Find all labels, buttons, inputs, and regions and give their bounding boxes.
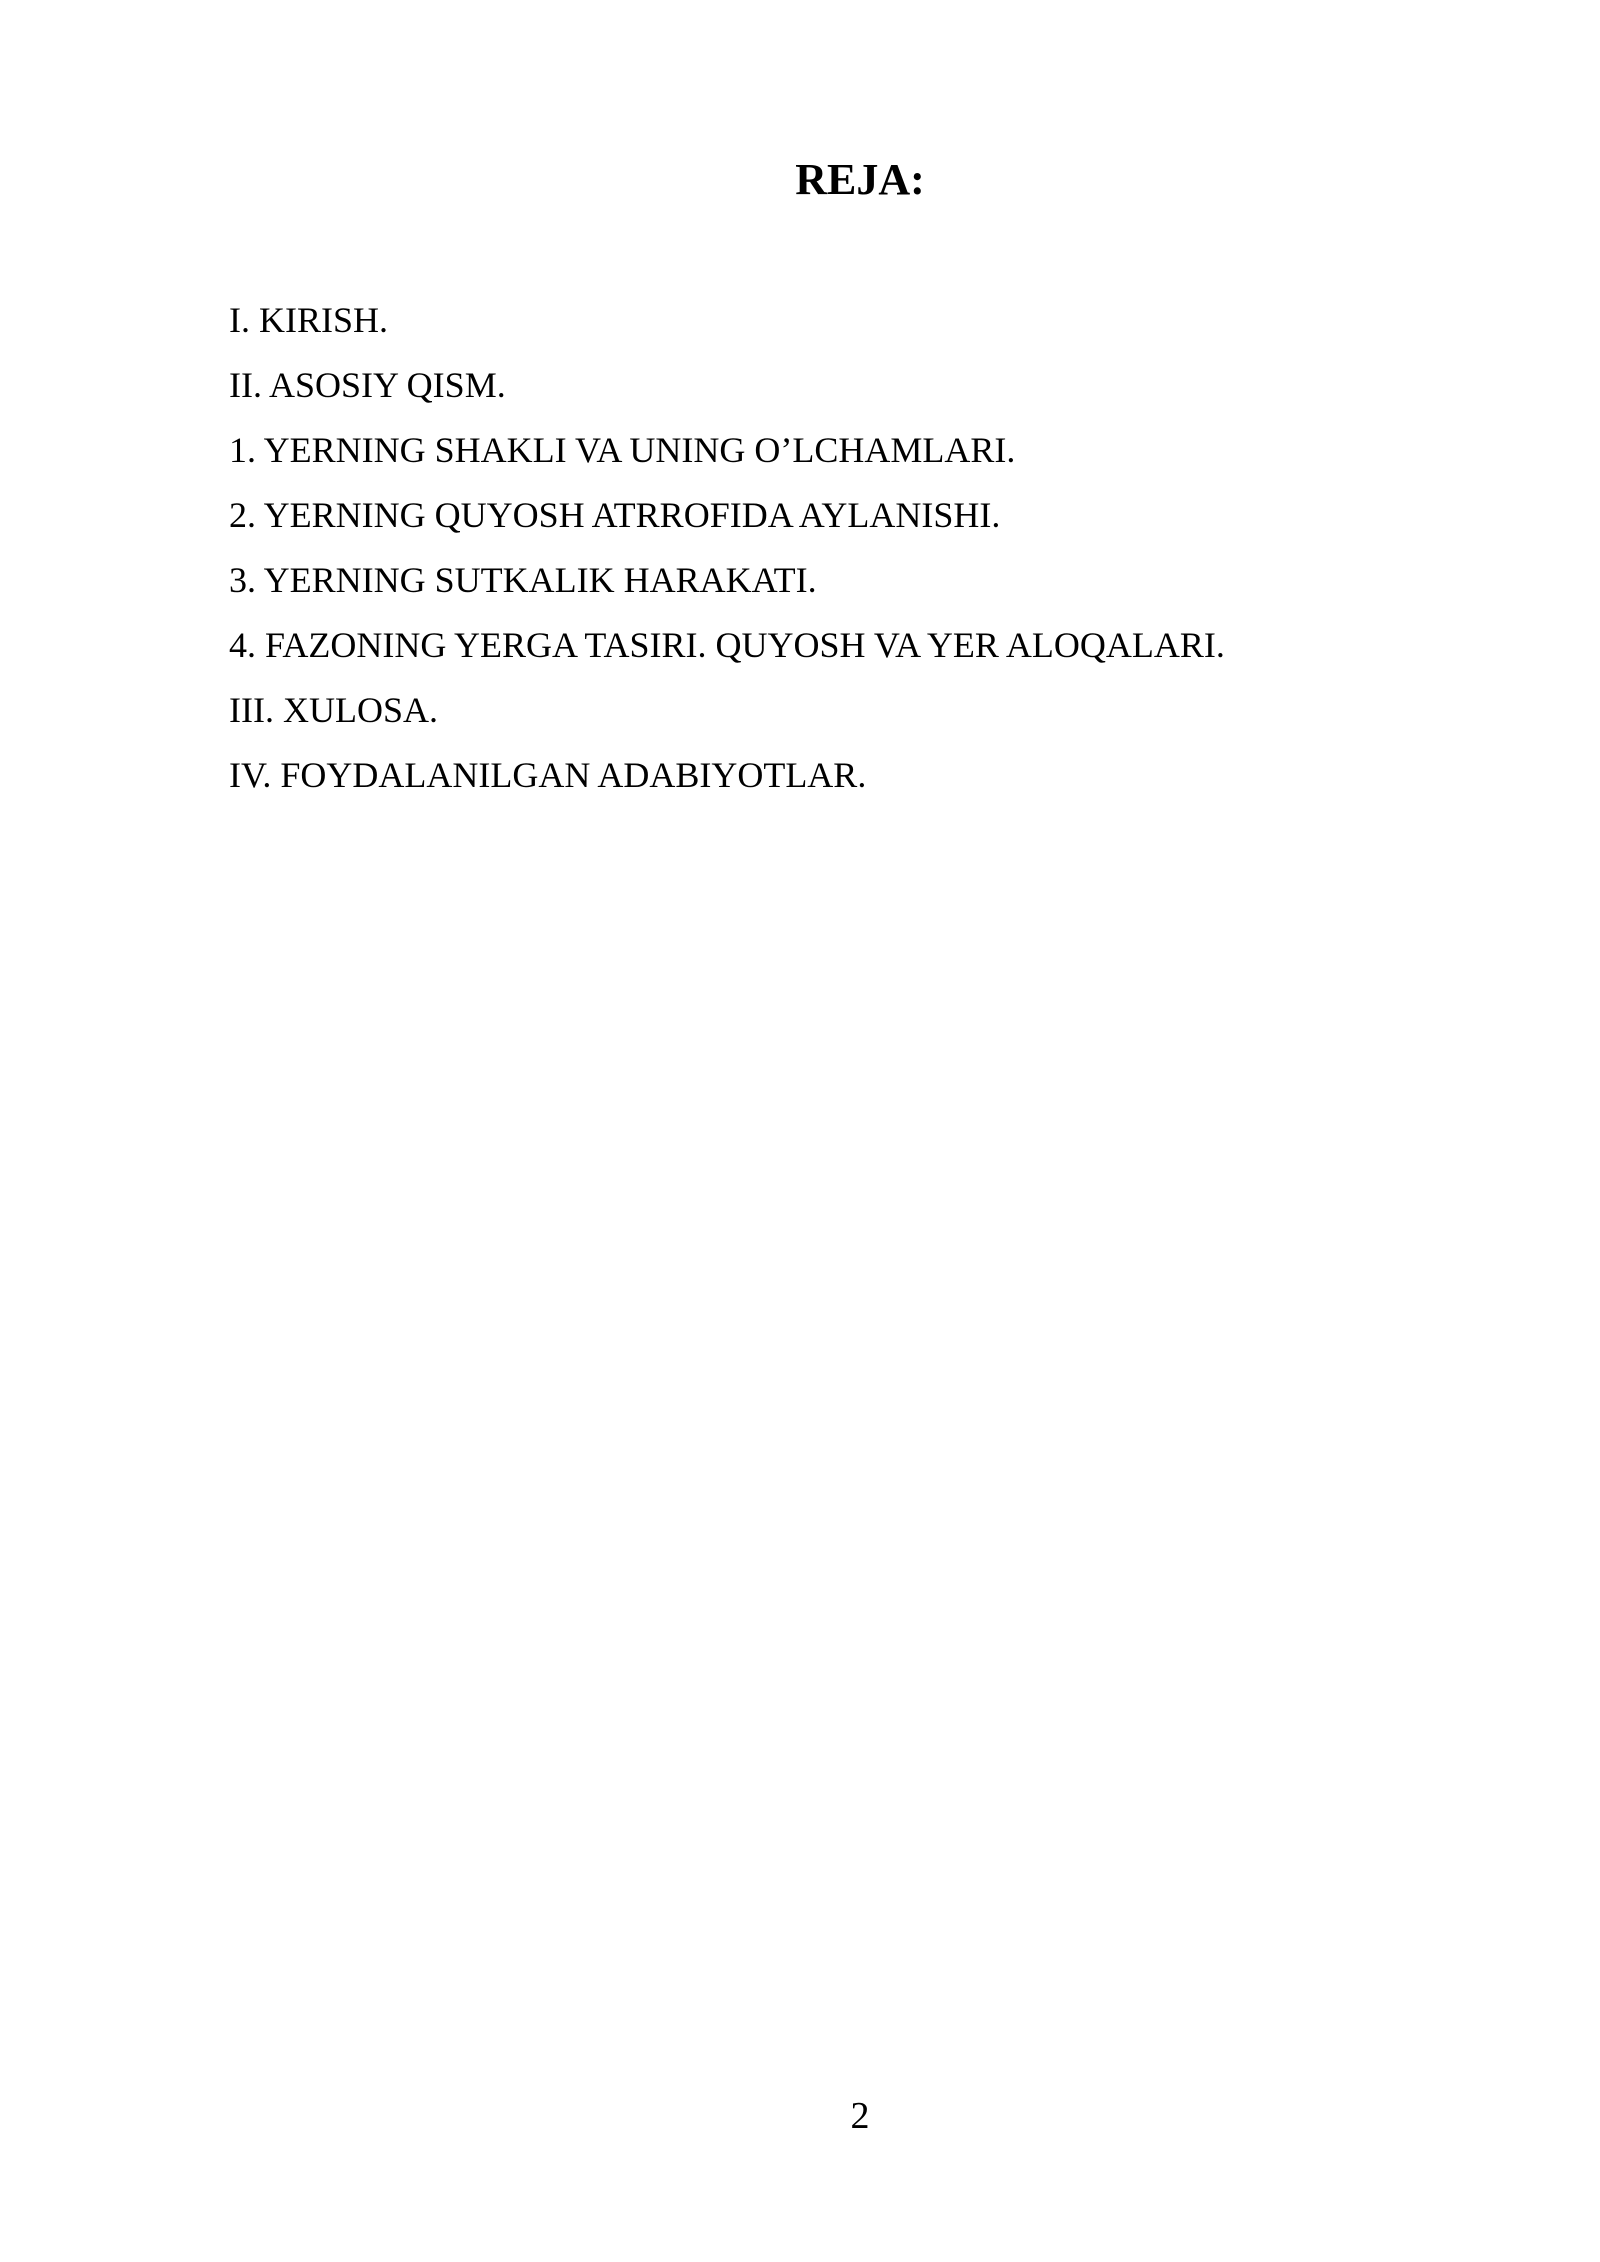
- plan-item-references: IV. FOYDALANILGAN ADABIYOTLAR.: [229, 755, 867, 795]
- page-number: 2: [850, 2095, 870, 2137]
- plan-item-earth-rotation: 3. YERNING SUTKALIK HARAKATI.: [229, 560, 817, 600]
- plan-item-main-part: II. ASOSIY QISM.: [229, 365, 506, 405]
- plan-list: [229, 288, 1225, 808]
- plan-item-introduction: I. KIRISH.: [229, 300, 388, 340]
- plan-item-earth-shape: 1. YERNING SHAKLI VA UNING O’LCHAMLARI.: [229, 430, 1016, 470]
- page-title: REJA:: [795, 155, 925, 204]
- plan-item-conclusion: III. XULOSA.: [229, 690, 438, 730]
- plan-item-earth-orbit: 2. YERNING QUYOSH ATRROFIDA AYLANISHI.: [229, 495, 1001, 535]
- plan-item-space-influence: 4. FAZONING YERGA TASIRI. QUYOSH VA YER ALOQALARI.: [229, 625, 1225, 665]
